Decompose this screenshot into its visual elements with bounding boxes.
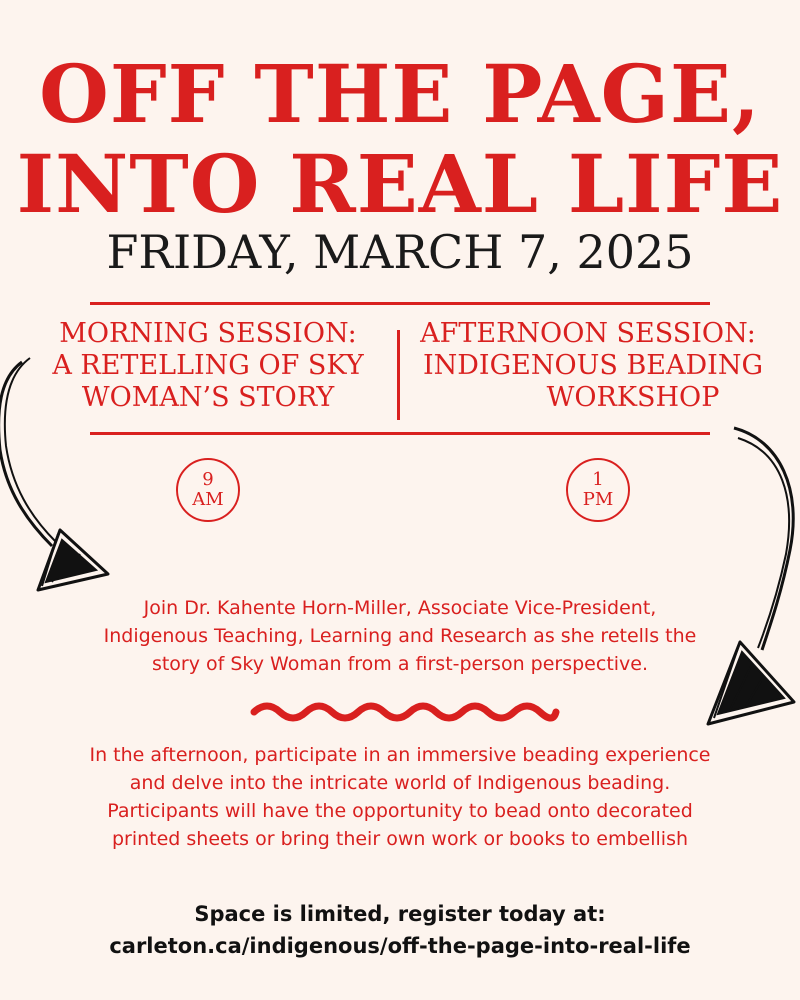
- afternoon-session-line: INDIGENOUS BEADING: [422, 350, 764, 381]
- registration-footer: [0, 898, 800, 962]
- afternoon-description-line: Participants will have the opportunity to bead onto decorated: [107, 800, 693, 822]
- morning-description-line: Indigenous Teaching, Learning and Research as she retells the: [103, 625, 697, 647]
- registration-text: Space is limited, register today at:: [194, 902, 606, 926]
- divider-vertical: [397, 330, 400, 420]
- registration-url[interactable]: carleton.ca/indigenous/off-the-page-into-real-life: [109, 934, 691, 958]
- morning-description-line: story of Sky Woman from a first-person perspective.: [151, 653, 649, 675]
- morning-session-line: MORNING SESSION:: [59, 318, 357, 349]
- title-line-1: OFF THE PAGE,: [39, 47, 761, 141]
- morning-session-line: WOMAN’S STORY: [81, 382, 335, 413]
- afternoon-description-line: and delve into the intricate world of Indigenous beading.: [129, 772, 671, 794]
- afternoon-time-period: PM: [582, 489, 614, 510]
- morning-session-line: A RETELLING OF SKY: [52, 350, 364, 381]
- afternoon-time-badge: [566, 458, 630, 522]
- afternoon-session-heading: [408, 318, 768, 414]
- title-line-2: INTO REAL LIFE: [16, 137, 784, 231]
- left-arrow-icon: [0, 350, 120, 610]
- morning-description-line: Join Dr. Kahente Horn-Miller, Associate Vice-President,: [143, 597, 657, 619]
- afternoon-description-line: In the afternoon, participate in an immersive beading experience: [89, 744, 711, 766]
- afternoon-time-number: 1: [592, 469, 604, 490]
- afternoon-session-line: WORKSHOP: [546, 382, 720, 413]
- event-date: FRIDAY, MARCH 7, 2025: [106, 225, 694, 279]
- morning-time-badge: [176, 458, 240, 522]
- morning-time-period: AM: [192, 489, 224, 510]
- divider-bottom: [90, 432, 710, 435]
- afternoon-description: [0, 741, 800, 853]
- morning-time-number: 9: [202, 469, 214, 490]
- morning-description: [0, 594, 800, 678]
- wave-divider-icon: [250, 700, 560, 724]
- divider-top: [90, 302, 710, 305]
- afternoon-session-line: AFTERNOON SESSION:: [420, 318, 756, 349]
- afternoon-description-line: printed sheets or bring their own work or books to embellish: [111, 828, 689, 850]
- right-arrow-icon: [690, 420, 800, 730]
